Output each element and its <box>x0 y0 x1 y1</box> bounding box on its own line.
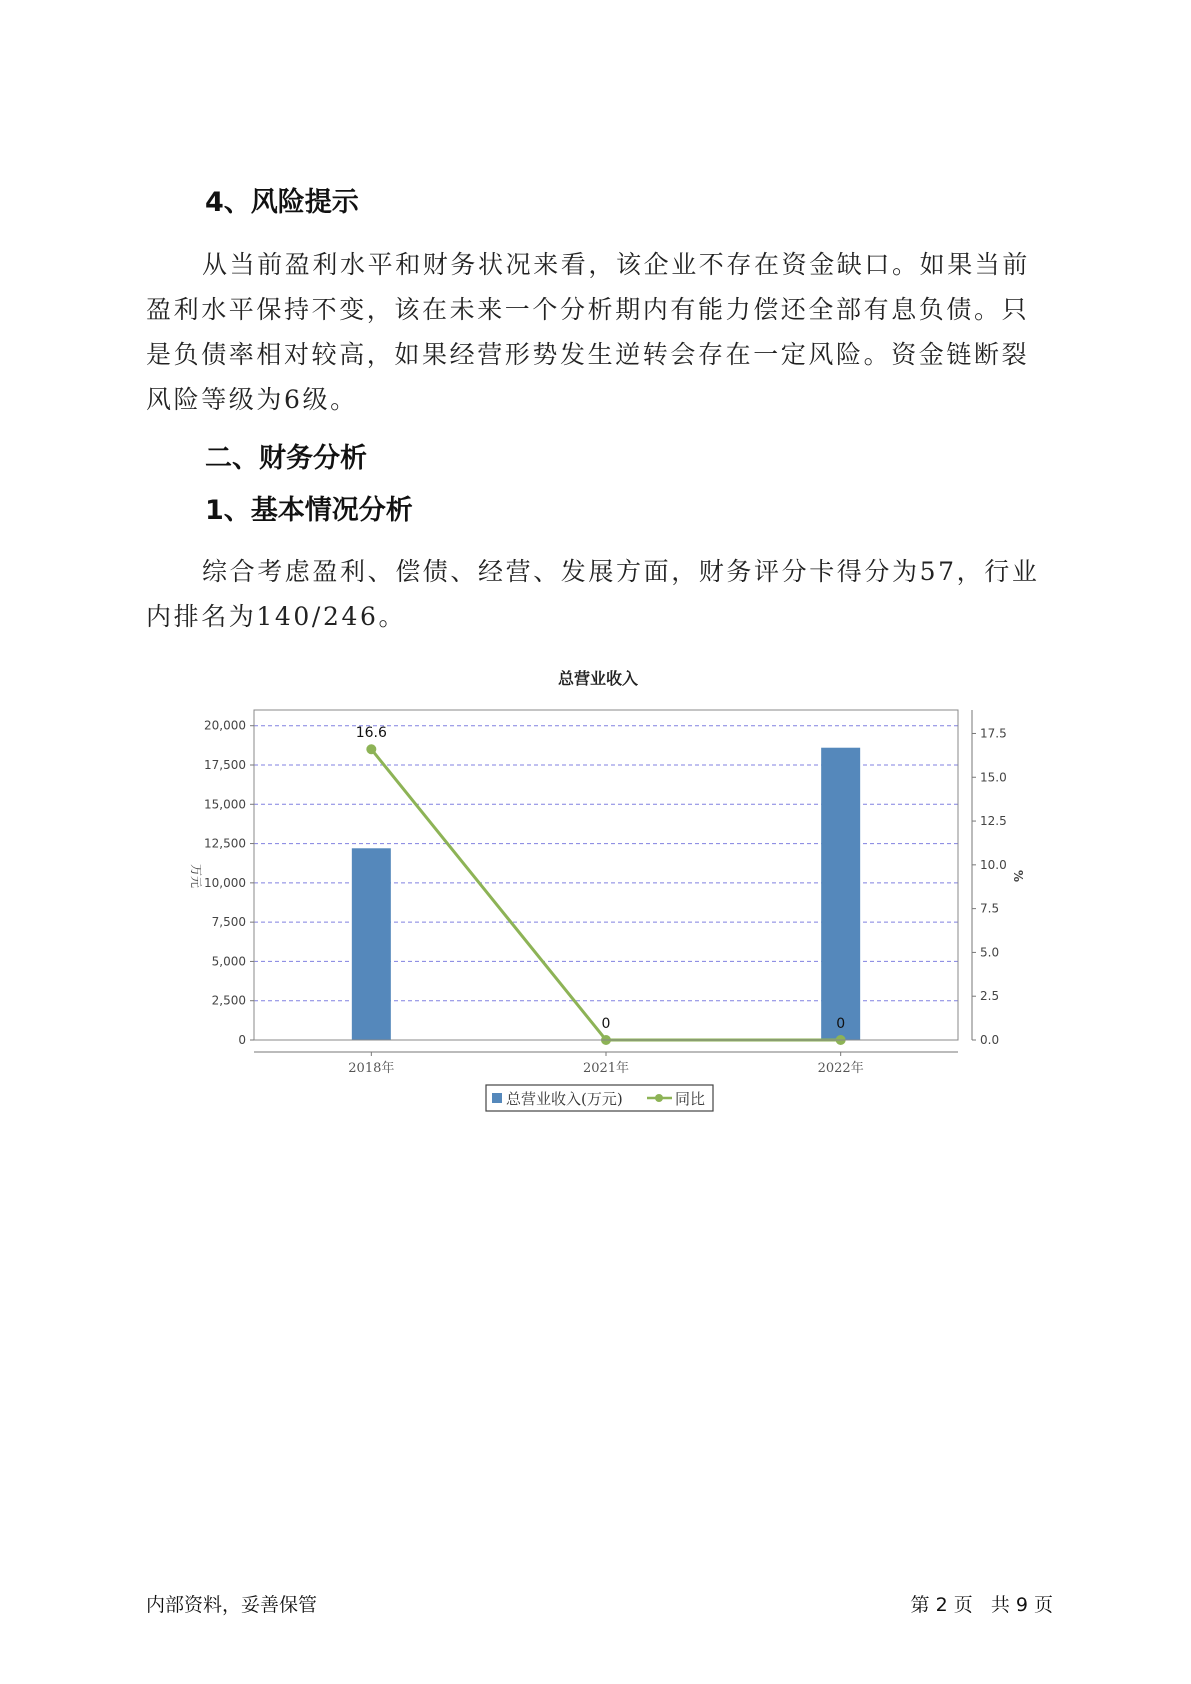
yoy-data-label: 0 <box>836 1016 846 1032</box>
y-tick-label: 5,000 <box>211 954 246 969</box>
chart-line <box>366 744 845 1045</box>
legend-line-label: 同比 <box>675 1090 706 1108</box>
y2-tick-label: 5.0 <box>980 945 1000 960</box>
y-tick-label: 0 <box>238 1033 246 1047</box>
revenue-bar <box>352 848 391 1040</box>
y-axis-label: 万元 <box>189 863 203 889</box>
y-tick-label: 2,500 <box>211 993 246 1008</box>
finance-heading: 二、财务分析 <box>205 443 367 474</box>
chart-bars <box>352 748 860 1040</box>
risk-paragraph: 从当前盈利水平和财务状况来看，该企业不存在资金缺口。如果当前盈利水平保持不变，该在未来一个分析期内有能力偿还全部有息负债。只是负债率相对较高，如果经营形势发生逆转会存在一定风险。资金链断裂风险等级为6级。 <box>146 250 1031 414</box>
basic-heading: 1、基本情况分析 <box>205 495 413 526</box>
y2-tick-label: 10.0 <box>980 857 1007 872</box>
revenue-chart <box>0 650 1191 1130</box>
y2-tick-label: 0.0 <box>980 1033 1000 1047</box>
legend-line-marker <box>655 1094 663 1102</box>
risk-heading: 4、风险提示 <box>205 187 359 218</box>
y2-tick-label: 2.5 <box>980 989 1000 1004</box>
y-tick-label: 7,500 <box>211 915 246 930</box>
y2-tick-label: 7.5 <box>980 901 1000 916</box>
y-tick-label: 17,500 <box>204 758 246 772</box>
y2-axis-label: % <box>1011 869 1025 883</box>
y2-tick-label: 17.5 <box>980 726 1007 741</box>
legend-bar-label: 总营业收入(万元) <box>506 1090 623 1108</box>
x-tick-label: 2021年 <box>582 1061 630 1076</box>
footer-left: 内部资料，妥善保管 <box>146 1594 318 1616</box>
yoy-data-label: 0 <box>601 1016 611 1032</box>
x-tick-label: 2022年 <box>817 1061 864 1076</box>
y-tick-label: 10,000 <box>204 875 246 890</box>
y2-tick-label: 15.0 <box>980 770 1007 785</box>
y2-tick-label: 12.5 <box>980 814 1007 829</box>
yoy-line <box>371 749 840 1040</box>
chart-title: 总营业收入 <box>557 669 639 688</box>
y-tick-label: 15,000 <box>204 797 246 812</box>
yoy-data-label: 16.6 <box>355 725 387 742</box>
basic-paragraph: 综合考虑盈利、偿债、经营、发展方面，财务评分卡得分为57，行业内排名为140/246。 <box>146 557 1040 631</box>
yoy-point <box>366 744 376 754</box>
y-tick-label: 12,500 <box>204 836 246 851</box>
y-tick-label: 20,000 <box>204 718 246 733</box>
chart-legend <box>486 1085 713 1111</box>
chart-labels <box>204 719 1007 1076</box>
footer-page-number: 第 2 页 共 9 页 <box>910 1594 1053 1616</box>
legend-bar-swatch <box>492 1093 502 1103</box>
revenue-bar <box>821 748 860 1040</box>
x-tick-label: 2018年 <box>348 1061 395 1076</box>
